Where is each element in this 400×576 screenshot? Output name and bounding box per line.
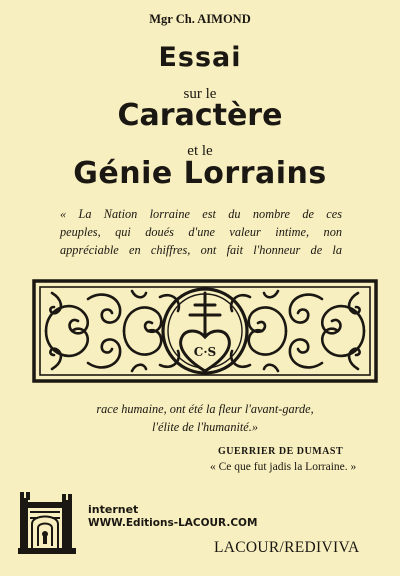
grille-svg <box>32 279 378 383</box>
publisher-logo <box>18 490 78 556</box>
epigraph-line: « La Nation lorraine est du nombre de ces <box>60 207 342 221</box>
internet-label: internet <box>88 503 139 516</box>
website-url: WWW.Editions-LACOUR.COM <box>88 517 258 529</box>
title-essai: Essai <box>158 42 242 73</box>
title-genie-lorrains: Génie Lorrains <box>73 156 327 191</box>
epigraph-part-2 <box>70 400 340 436</box>
epigraph-line: race humaine, ont été la fleur l'avant-garde, <box>96 402 314 416</box>
publisher-name: LACOUR/REDIVIVA <box>214 539 360 556</box>
title-et-le: et le <box>187 143 213 159</box>
fortress-gate-icon <box>18 490 78 556</box>
title-caractere: Caractère <box>117 98 283 133</box>
epigraph-line: l'élite de l'humanité.» <box>151 420 258 434</box>
heart-monogram: C·S <box>193 345 217 359</box>
title-sur-le: sur le <box>183 86 217 102</box>
quote-source-title: « Ce que fut jadis la Lorraine. » <box>210 461 357 473</box>
author-name: Mgr Ch. AIMOND <box>149 12 251 26</box>
quote-source-author: GUERRIER DE DUMAST <box>218 446 344 457</box>
wrought-iron-grille-illustration <box>32 279 378 383</box>
epigraph-line: appréciable en chiffres, ont fait l'honneur de la <box>60 243 342 257</box>
epigraph-line: peuples, qui doués d'une valeur intime, non <box>60 225 342 239</box>
epigraph-part-1 <box>60 205 342 259</box>
